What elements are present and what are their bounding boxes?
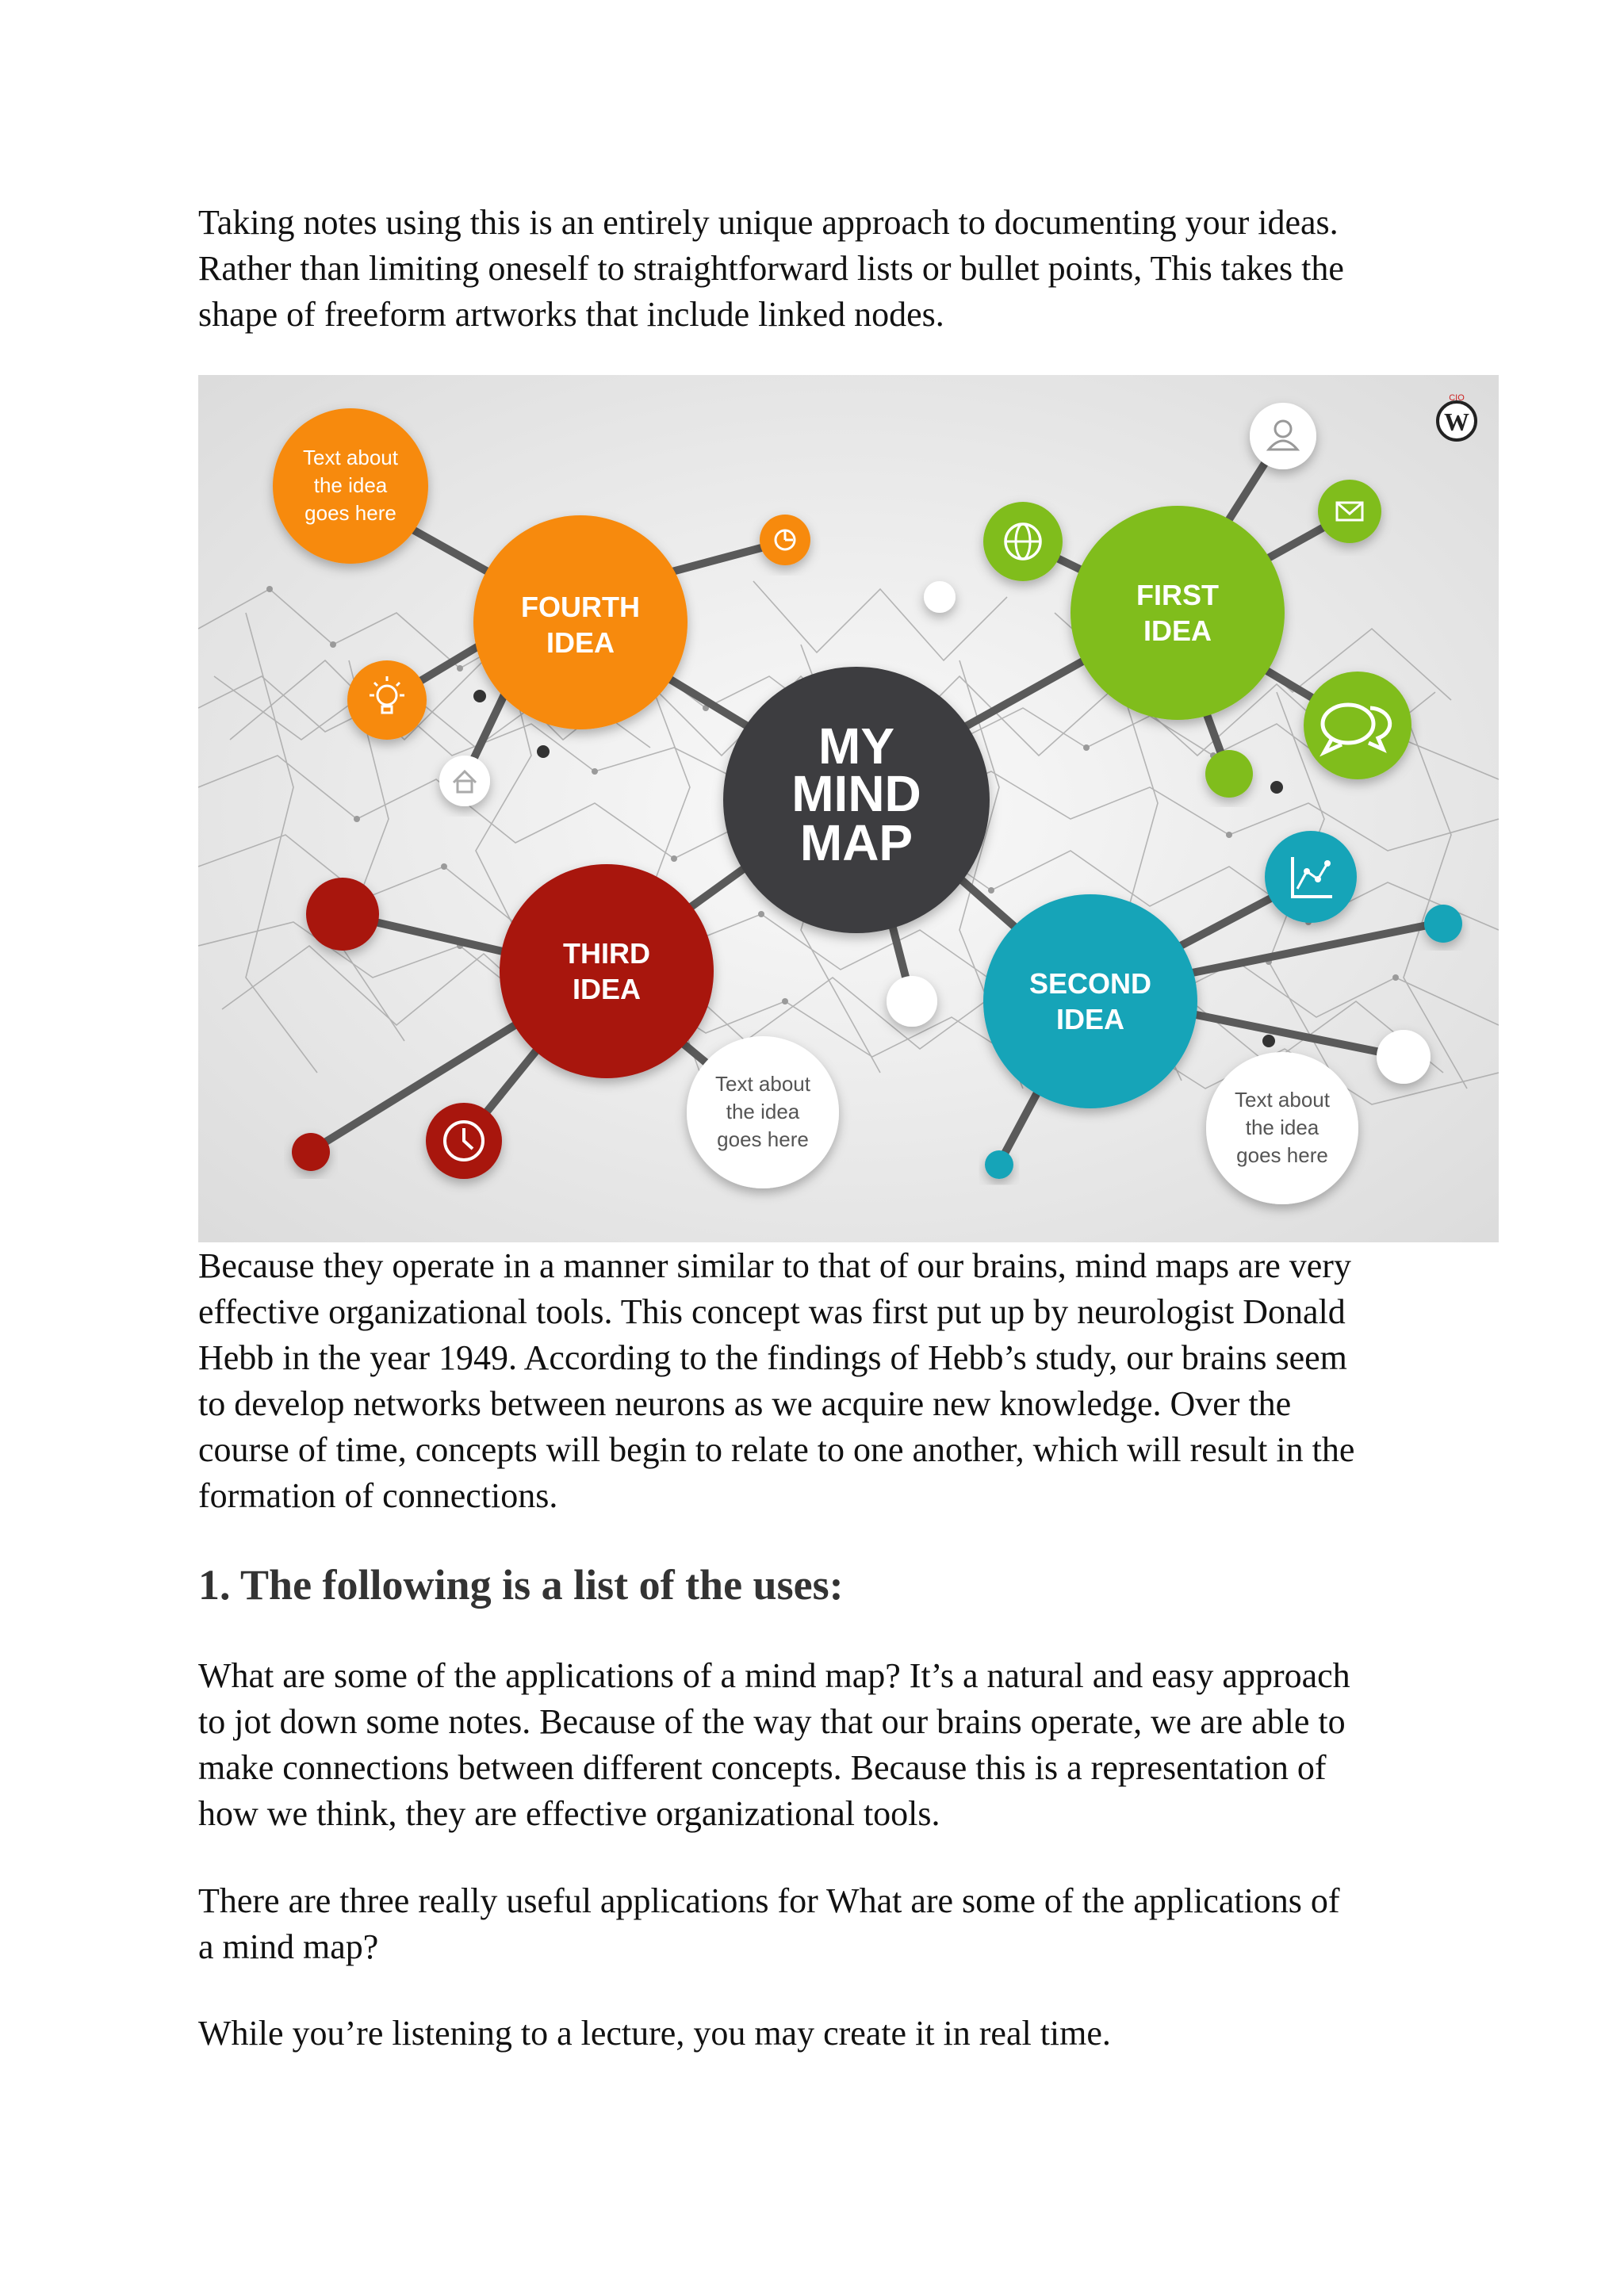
pie-icon [760,515,810,565]
teal-dot [1424,905,1462,943]
body2-line: make connections between different concepts. Because this is a representation of [198,1748,1327,1787]
green-dot [1205,750,1253,798]
orange-text-bubble [273,408,428,564]
body4-line: While you’re listening to a lecture, you may create it in real time. [198,2014,1111,2053]
mind-map-figure [198,375,1499,1242]
section-heading: 1. The following is a list of the uses: [198,1561,844,1609]
second-idea-label-1: SECOND [1028,967,1152,1000]
chat-icon [1304,672,1411,779]
clock-icon [426,1103,502,1179]
mind-map-svg [198,375,1499,1242]
first-idea-label-1: FIRST [1136,579,1219,611]
body-paragraph-1 [198,1243,1451,1519]
body1-line: formation of connections. [198,1476,558,1515]
body1-line: to develop networks between neurons as we acquire new knowledge. Over the [198,1384,1292,1423]
body2-line: What are some of the applications of a mind map? It’s a natural and easy approach [198,1656,1350,1695]
logo-letter: W [1444,408,1469,436]
white-right-bubble-line-2: the idea [1245,1115,1320,1139]
fourth-idea-label-1: FOURTH [521,591,640,623]
white-right-bubble-line-1: Text about [1235,1088,1330,1112]
white-left-bubble-line-3: goes here [717,1127,809,1151]
second-idea-node [983,894,1197,1108]
body3-line: There are three really useful applications for What are some of the applications of [198,1881,1340,1920]
body-paragraph-2 [198,1653,1451,1837]
body1-line: effective organizational tools. This concept was first put up by neurologist Donald [198,1292,1346,1331]
globe-icon [983,502,1063,581]
red-dot [306,878,379,951]
white-right-bubble-line-3: goes here [1236,1143,1328,1167]
body-paragraph-3 [198,1878,1451,1970]
orange-bubble-line-2: the idea [313,473,388,497]
body2-line: how we think, they are effective organizational tools. [198,1794,940,1833]
logo-small-text: CIO [1449,393,1465,403]
third-idea-label-1: THIRD [563,937,650,970]
fourth-idea-label-2: IDEA [546,626,615,659]
center-label-1: MY [818,718,894,775]
red-dot [292,1133,330,1171]
white-left-bubble-line-2: the idea [726,1100,800,1123]
body1-line: Hebb in the year 1949. According to the findings of Hebb’s study, our brains seem [198,1338,1347,1377]
home-icon [439,756,490,806]
first-idea-node [1071,506,1285,720]
third-idea-label-2: IDEA [572,973,642,1005]
center-label-2: MIND [791,765,921,822]
intro-line: Taking notes using this is an entirely unique approach to documenting your ideas. [198,203,1339,242]
body2-line: to jot down some notes. Because of the way that our brains operate, we are able to [198,1702,1346,1741]
body1-line: Because they operate in a manner similar to that of our brains, mind maps are very [198,1246,1351,1285]
center-node [723,667,990,933]
fourth-idea-node [473,515,688,729]
orange-bubble-line-1: Text about [303,446,398,469]
mail-icon [1318,480,1381,543]
third-idea-node [500,864,714,1078]
lightbulb-icon [347,660,427,740]
white-text-bubble-right [1206,1052,1358,1204]
intro-paragraph [198,200,1451,338]
user-icon [1250,403,1316,469]
body-paragraph-4 [198,2011,1451,2057]
white-left-bubble-line-1: Text about [715,1072,810,1096]
intro-line: Rather than limiting oneself to straightforward lists or bullet points, This takes the [198,249,1344,288]
teal-dot [985,1150,1013,1179]
center-label-3: MAP [799,814,914,871]
intro-line: shape of freeform artworks that include linked nodes. [198,295,944,334]
first-idea-label-2: IDEA [1143,614,1212,647]
white-text-bubble-left [687,1036,839,1188]
body1-line: course of time, concepts will begin to relate to one another, which will result in the [198,1430,1355,1469]
orange-bubble-line-3: goes here [304,501,396,525]
second-idea-label-2: IDEA [1055,1003,1125,1035]
chart-icon [1265,831,1357,923]
body3-line: a mind map? [198,1927,379,1966]
